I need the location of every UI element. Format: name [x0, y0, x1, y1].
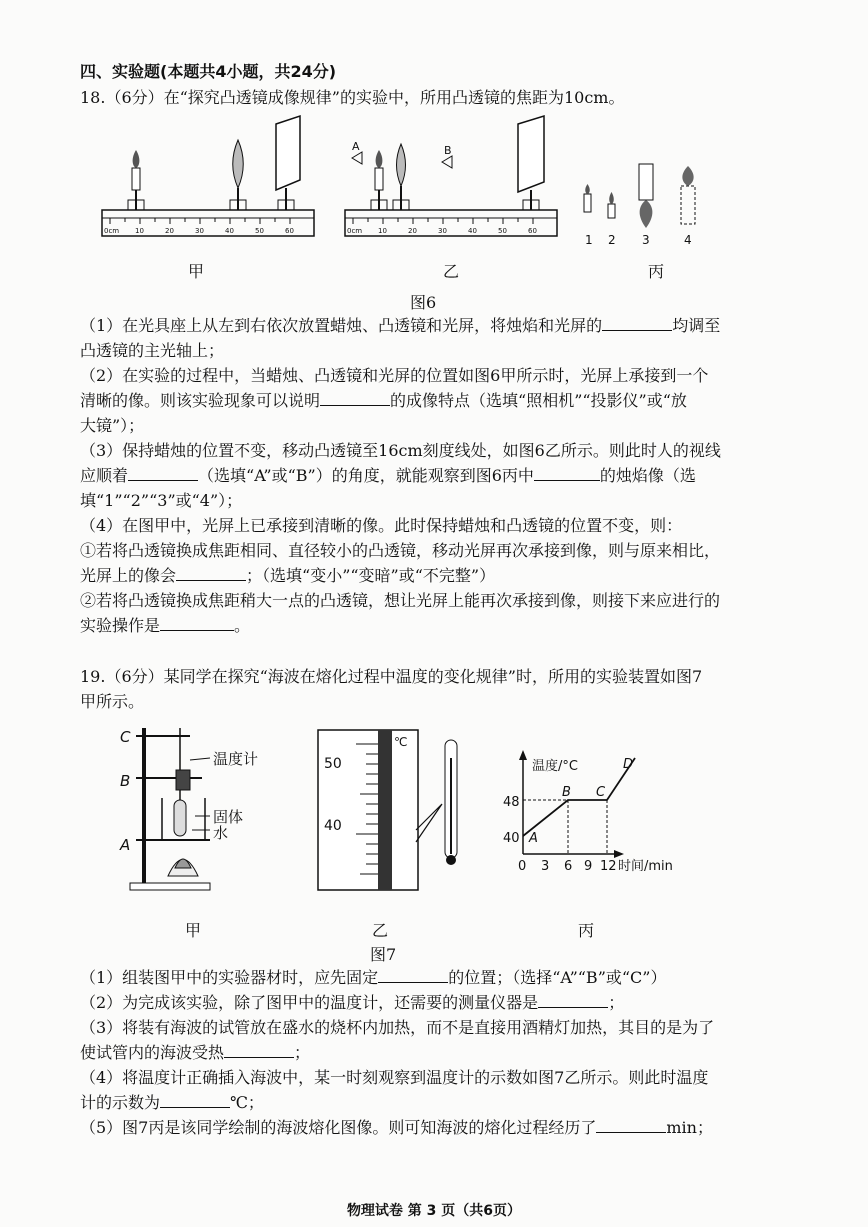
- bench-jia: [102, 116, 314, 281]
- label-thermometer: 温度计: [213, 750, 259, 768]
- image-label-4: 4: [684, 233, 692, 247]
- q18-p4-c: 光屏上的像会: [80, 566, 177, 585]
- label-a: A: [120, 836, 131, 854]
- figure-7-caption: 图7: [370, 945, 397, 964]
- image-3-icon: [639, 164, 653, 228]
- bench2-tick-30: 30: [438, 227, 447, 235]
- image-2-icon: [608, 192, 615, 218]
- marker-a: A: [352, 140, 360, 153]
- graph-y48: 48: [503, 795, 520, 810]
- q19-blank-3[interactable]: [224, 1043, 294, 1058]
- graph-x3: 3: [541, 859, 550, 874]
- q18-p2-b: 清晰的像。则该实验现象可以说明: [80, 391, 321, 410]
- q19-p3-c: ；: [294, 1043, 311, 1062]
- q19-blank-4[interactable]: [160, 1093, 230, 1108]
- bench-tick-50: 50: [255, 227, 264, 235]
- q19-p4-a: （4）将温度计正确插入海波中，某一时刻观察到温度计的示数如图7乙所示。则此时温度: [80, 1068, 709, 1087]
- image-4-icon: [681, 166, 695, 224]
- q18-stem: 18.（6分）在“探究凸透镜成像规律”的实验中，所用凸透镜的焦距为10cm。: [80, 88, 625, 107]
- section-title: 四、实验题(本题共4小题，共24分): [80, 62, 337, 81]
- q18-blank-6[interactable]: [160, 616, 234, 631]
- label-solid: 固体: [213, 808, 244, 826]
- q18-blank-5[interactable]: [176, 566, 246, 581]
- fig6-caption-bing: 丙: [648, 262, 665, 281]
- label-water: 水: [213, 824, 229, 842]
- q19-p1-b: 的位置；（选择“A”“B”或“C”）: [448, 968, 667, 987]
- eye-b-icon: [442, 144, 452, 168]
- q18-p4-g: 。: [234, 616, 251, 635]
- graph-xlabel: 时间/min: [618, 859, 673, 874]
- melting-graph: [503, 750, 673, 874]
- q19-p2-a: （2）为完成该实验，除了图甲中的温度计，还需要的测量仪器是: [80, 993, 539, 1012]
- image-label-3: 3: [642, 233, 650, 247]
- thermo-mark-50: 50: [324, 756, 342, 772]
- bench-tick-0: 0cm: [104, 227, 120, 235]
- lens-icon: [393, 144, 409, 210]
- fig6-caption-jia: 甲: [188, 262, 205, 281]
- graph-origin: 0: [518, 859, 527, 874]
- q18-p4-f: 实验操作是: [80, 616, 161, 635]
- q18-p4-a: （4）在图甲中，光屏上已承接到清晰的像。此时保持蜡烛和凸透镜的位置不变，则：: [80, 516, 683, 535]
- thermo-unit: ℃: [394, 735, 408, 749]
- graph-pt-d: D: [623, 757, 634, 772]
- q18-blank-3[interactable]: [128, 466, 198, 481]
- q19-p5-a: （5）图7丙是该同学绘制的海波熔化图像。则可知海波的熔化过程经历了: [80, 1118, 597, 1137]
- q18-blank-4[interactable]: [534, 466, 600, 481]
- screen-icon: [276, 116, 300, 210]
- graph-pt-a: A: [529, 831, 538, 846]
- bench-yi: [345, 116, 557, 281]
- q19-blank-2[interactable]: [538, 993, 608, 1008]
- candle-icon: [371, 150, 387, 210]
- bench-tick-60: 60: [285, 227, 294, 235]
- graph-pt-c: C: [596, 785, 606, 800]
- bench2-tick-0: 0cm: [347, 227, 363, 235]
- small-thermometer-icon: [445, 740, 457, 865]
- graph-x6: 6: [564, 859, 573, 874]
- q19-p3-a: （3）将装有海波的试管放在盛水的烧杯内加热，而不是直接用酒精灯加热，其目的是为了: [80, 1018, 715, 1037]
- thermo-mark-40: 40: [324, 818, 342, 834]
- q19-p1-a: （1）组装图甲中的实验器材时，应先固定: [80, 968, 379, 987]
- graph-pt-b: B: [562, 785, 571, 800]
- fig6-caption-yi: 乙: [443, 262, 460, 281]
- marker-b: B: [444, 144, 452, 157]
- q19-p4-b: 计的示数为: [80, 1093, 161, 1112]
- graph-ylabel: 温度/°C: [532, 759, 578, 774]
- bench-tick-40: 40: [225, 227, 234, 235]
- q19-p2-b: ；: [608, 993, 625, 1012]
- thermometer-yi: [318, 730, 457, 890]
- q19-p4-c: ℃；: [230, 1093, 264, 1112]
- q18-p4-e: ②若将凸透镜换成焦距稍大一点的凸透镜，想让光屏上能再次承接到像，则接下来应进行的: [80, 591, 721, 610]
- q18-p3-c: （选填“A”或“B”）的角度，就能观察到图6丙中: [198, 466, 534, 485]
- screen-icon: [518, 116, 544, 210]
- eye-a-icon: [352, 140, 362, 164]
- bench-tick-20: 20: [165, 227, 174, 235]
- q18-p1-b: 均调至: [672, 316, 721, 335]
- flame-images: [584, 164, 695, 281]
- q19-p5-b: min；: [666, 1118, 713, 1137]
- bench-tick-10: 10: [135, 227, 144, 235]
- q18-p3-b: 应顺着: [80, 466, 129, 485]
- graph-y40: 40: [503, 831, 520, 846]
- graph-x12: 12: [600, 859, 617, 874]
- q18-p4-d: ；（选填“变小”“变暗”或“不完整”）: [246, 566, 496, 585]
- bench2-tick-10: 10: [378, 227, 387, 235]
- image-1-icon: [584, 184, 591, 212]
- bench2-tick-60: 60: [528, 227, 537, 235]
- image-label-1: 1: [585, 233, 593, 247]
- page-footer: 物理试卷 第 3 页（共6页）: [346, 1203, 522, 1219]
- q19-blank-1[interactable]: [378, 968, 448, 983]
- fig7-caption-yi: 乙: [372, 921, 389, 940]
- q18-p3-d: 的烛焰像（选: [599, 466, 696, 485]
- graph-x9: 9: [584, 859, 593, 874]
- figure-7: [110, 718, 720, 948]
- q18-p3-a: （3）保持蜡烛的位置不变，移动凸透镜至16cm刻度线处，如图6乙所示。则此时人的视线: [80, 441, 721, 460]
- image-label-2: 2: [608, 233, 616, 247]
- q18-p1-c: 凸透镜的主光轴上；: [80, 341, 225, 360]
- q18-p3-e: 填“1”“2”“3”或“4”）；: [80, 491, 243, 510]
- q18-p2-c: 的成像特点（选填“照相机”“投影仪”或“放: [390, 391, 687, 410]
- q18-p2-a: （2）在实验的过程中，当蜡烛、凸透镜和光屏的位置如图6甲所示时，光屏上承接到一个: [80, 366, 709, 385]
- fig7-caption-jia: 甲: [185, 921, 202, 940]
- q18-p2-d: 大镜”）；: [80, 416, 145, 435]
- label-c: C: [120, 728, 131, 746]
- q18-blank-2[interactable]: [320, 391, 390, 406]
- figure-6: [90, 112, 730, 290]
- q19-blank-5[interactable]: [596, 1118, 666, 1133]
- bench2-tick-40: 40: [468, 227, 477, 235]
- fig7-caption-bing: 丙: [578, 921, 595, 940]
- apparatus-jia: [130, 728, 210, 890]
- label-b: B: [120, 772, 131, 790]
- q18-blank-1[interactable]: [602, 316, 672, 331]
- figure-6-caption: 图6: [410, 293, 437, 312]
- bench2-tick-20: 20: [408, 227, 417, 235]
- q18-p4-b: ①若将凸透镜换成焦距相同、直径较小的凸透镜，移动光屏再次承接到像，则与原来相比，: [80, 541, 721, 560]
- q18-p1-a: （1）在光具座上从左到右依次放置蜡烛、凸透镜和光屏，将烛焰和光屏的: [80, 316, 603, 335]
- lens-icon: [230, 140, 246, 210]
- q19-stem-b: 甲所示。: [80, 692, 145, 711]
- bench2-tick-50: 50: [498, 227, 507, 235]
- bench-tick-30: 30: [195, 227, 204, 235]
- q19-p3-b: 使试管内的海波受热: [80, 1043, 225, 1062]
- q19-stem-a: 19.（6分）某同学在探究“海波在熔化过程中温度的变化规律”时，所用的实验装置如图7: [80, 667, 703, 686]
- candle-icon: [128, 150, 144, 210]
